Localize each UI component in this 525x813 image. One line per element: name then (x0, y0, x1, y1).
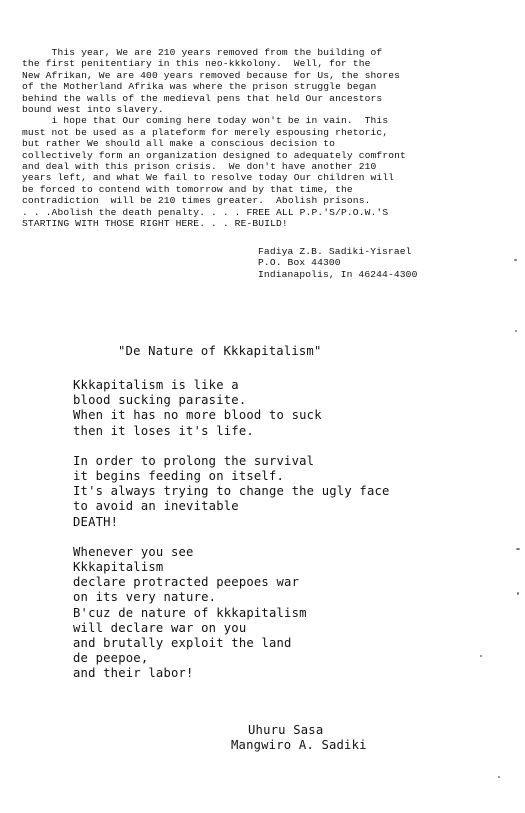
scan-speck (480, 655, 482, 657)
prose-line: . . .Abolish the death penalty. . . . FREE ALL P.P.'S/P.O.W.'S (22, 206, 389, 218)
scan-speck (516, 548, 520, 550)
prose-line: STARTING WITH THOSE RIGHT HERE. . . RE-BUILD! (22, 218, 288, 230)
address-block (258, 246, 418, 280)
prose-line: must not be used as a plateform for merely espousing rhetoric, (22, 126, 389, 138)
poem-line: blood sucking parasite. (73, 393, 247, 408)
poem-line: and their labor! (73, 666, 194, 681)
prose-line: and deal with this prison crisis. We don't have another 210 (22, 161, 377, 173)
prose-line: contradiction will be 210 times greater. Abolish prisons. (22, 195, 371, 207)
address-box: P.O. Box 44300 (258, 257, 341, 269)
address-city: Indianapolis, In 46244-4300 (258, 268, 418, 280)
prose-line: be forced to contend with tomorrow and by that time, the (22, 183, 353, 195)
poem-line: Kkkapitalism is like a (73, 378, 239, 392)
poem-line: Whenever you see (73, 544, 194, 559)
poem-line: de peepoe, (73, 651, 149, 666)
poem-line: declare protracted peepoes war (73, 575, 300, 590)
prose-line: behind the walls of the medieval pens that held Our ancestors (22, 92, 383, 104)
prose-line: bound west into slavery. (22, 104, 164, 116)
address-name: Fadiya Z.B. Sadiki-Yisrael (258, 246, 412, 257)
poem-stanza (73, 378, 390, 439)
poem-line: and brutally exploit the land (73, 636, 292, 651)
poem-line: When it has no more blood to suck (73, 408, 322, 423)
signature-block (231, 723, 367, 753)
prose-line: the first penitentiary in this neo-kkkolony. Well, for the (22, 58, 371, 70)
scan-speck (517, 592, 519, 595)
poem-line: It's always trying to change the ugly face (73, 484, 390, 499)
poem-stanza (73, 545, 390, 682)
signature-line-1: Uhuru Sasa (248, 723, 324, 737)
prose-line: i hope that Our coming here today won't be in vain. This (22, 115, 389, 127)
poem-line: to avoid an inevitable (73, 499, 239, 514)
poem-line: DEATH! (73, 514, 119, 529)
prose-line: collectively form an organization designed to adequately comfront (22, 149, 406, 161)
poem-line: on its very nature. (73, 590, 217, 605)
prose-line: of the Motherland Afrika was where the prison struggle began (22, 81, 377, 93)
poem-line: Kkkapitalism (73, 560, 164, 575)
poem-line: In order to prolong the survival (73, 453, 315, 468)
prose-line: This year, We are 210 years removed from the building of (22, 47, 383, 58)
poem-line: B'cuz de nature of kkkapitalism (73, 605, 307, 620)
poem-line: will declare war on you (73, 620, 247, 635)
prose-body (22, 47, 502, 230)
prose-line: but rather We should all make a conscious decision to (22, 138, 336, 150)
scan-speck (514, 259, 517, 261)
prose-line: New Afrikan, We are 400 years removed because for Us, the shores (22, 69, 401, 81)
poem-body (73, 378, 390, 697)
poem-stanza (73, 454, 390, 530)
signature-line-2: Mangwiro A. Sadiki (231, 738, 367, 753)
poem-title: "De Nature of Kkkapitalism" (118, 344, 322, 358)
scan-speck (515, 330, 517, 332)
poem-line: then it loses it's life. (73, 423, 254, 438)
prose-line: years left, and what We fail to resolve today Our children will (22, 172, 395, 184)
poem-line: it begins feeding on itself. (73, 469, 285, 484)
scan-speck (498, 776, 500, 778)
